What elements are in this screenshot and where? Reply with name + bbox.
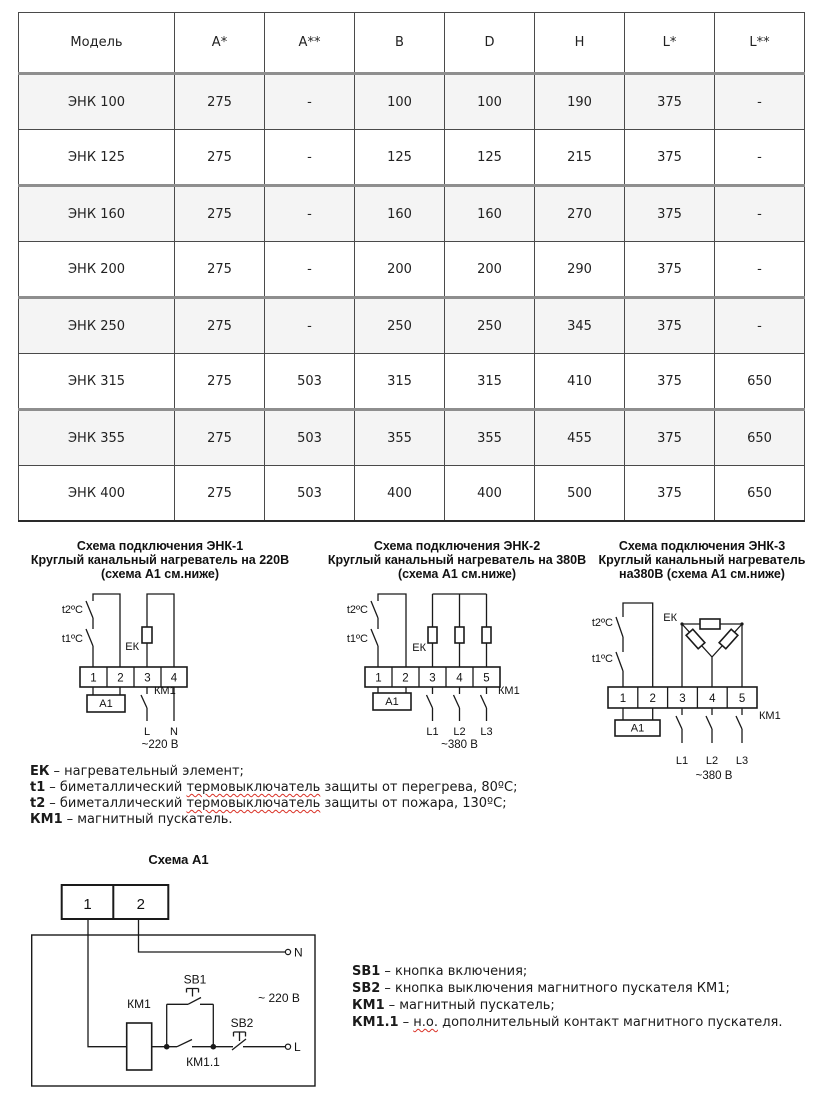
- table-row: [19, 242, 805, 298]
- cell: 500: [535, 466, 625, 522]
- terminal-5: 5: [738, 693, 746, 705]
- cell: -: [715, 186, 805, 242]
- label-voltage: ~220 В: [141, 739, 179, 751]
- table-row: [19, 354, 805, 410]
- cell: 270: [535, 186, 625, 242]
- cell: 503: [265, 354, 355, 410]
- column-header-b: B: [355, 13, 445, 74]
- heater-ek-element: [142, 627, 152, 643]
- legend-item: [352, 997, 783, 1014]
- legend-text: – магнитный пускатель;: [388, 998, 555, 1013]
- terminal-3: 3: [679, 693, 686, 705]
- wiring-diagram-enk1: [30, 588, 280, 763]
- delta-node: [680, 622, 683, 625]
- cell: 503: [265, 410, 355, 466]
- legend-text: – биметаллический: [49, 796, 187, 811]
- terminal-2: 2: [136, 896, 145, 913]
- cell: 125: [445, 130, 535, 186]
- cell-model: ЭНК 355: [19, 410, 175, 466]
- junction-dot: [211, 1044, 217, 1050]
- cell: 375: [625, 186, 715, 242]
- title-line: на380В (схема А1 см.ниже): [619, 567, 785, 581]
- cell: 200: [445, 242, 535, 298]
- heater-ek-element: [455, 627, 464, 643]
- table-header-row: [19, 13, 805, 74]
- label-t2: t2ºC: [591, 617, 613, 629]
- label-a1: А1: [385, 696, 399, 708]
- label-t2: t2ºC: [61, 604, 83, 616]
- label-t1: t1ºC: [346, 633, 368, 645]
- label-voltage: ~380 В: [695, 770, 733, 782]
- label-phase-l2: L2: [453, 726, 466, 738]
- legend-key: КМ1: [352, 998, 385, 1013]
- device-outline: [32, 935, 315, 1086]
- cell: 275: [175, 130, 265, 186]
- terminal-4: 4: [456, 672, 463, 685]
- cell: 190: [535, 74, 625, 130]
- wiring-diagram-enk3: [580, 588, 820, 788]
- label-sb2: SB2: [230, 1016, 254, 1030]
- legend-components: [30, 764, 517, 828]
- label-ek: ЕК: [125, 641, 139, 653]
- label-phase-l: L: [143, 726, 151, 738]
- label-neutral-n: N: [294, 945, 303, 960]
- label-ek: ЕК: [663, 612, 677, 624]
- label-voltage: ~380 В: [441, 739, 478, 751]
- heater-ek-element: [719, 629, 738, 648]
- cell: -: [715, 298, 805, 354]
- label-t1: t1ºC: [61, 633, 83, 645]
- cell: 215: [535, 130, 625, 186]
- label-ek: ЕК: [412, 642, 426, 654]
- cell: 160: [355, 186, 445, 242]
- cell: -: [265, 186, 355, 242]
- legend-misspelled: термовыключатель: [186, 796, 321, 811]
- cell-model: ЭНК 315: [19, 354, 175, 410]
- legend-text: защиты от перегрева, 80ºС;: [320, 780, 518, 795]
- label-phase-l3: L3: [735, 755, 749, 767]
- legend-item: [30, 764, 517, 780]
- cell: 100: [355, 74, 445, 130]
- label-neutral-n: N: [170, 726, 178, 738]
- cell: 275: [175, 242, 265, 298]
- diagram-title-enk1: [20, 539, 300, 581]
- terminal-2: 2: [649, 693, 656, 705]
- legend-text: – нагревательный элемент;: [53, 764, 244, 779]
- cell: 375: [625, 74, 715, 130]
- legend-key: ЕК: [30, 764, 50, 779]
- title-line: Круглый канальный нагреватель: [598, 553, 806, 567]
- legend-item: [352, 1014, 783, 1031]
- terminal-1: 1: [375, 672, 382, 685]
- table-row: [19, 466, 805, 522]
- cell: 375: [625, 298, 715, 354]
- label-km1-1: КМ1.1: [186, 1055, 220, 1069]
- label-sb1: SB1: [183, 972, 207, 987]
- legend-misspelled: термовыключатель: [186, 780, 321, 795]
- legend-key: КМ1: [30, 812, 63, 827]
- legend-key: КМ1.1: [352, 1015, 399, 1030]
- terminal-1: 1: [83, 896, 92, 913]
- legend-schema-a1: [352, 963, 783, 1031]
- label-km1: КМ1: [759, 710, 781, 722]
- legend-key: t1: [30, 780, 46, 795]
- schema-a1-diagram: [25, 850, 355, 1098]
- legend-text: – кнопка включения;: [384, 964, 528, 979]
- terminal-block: [62, 885, 169, 919]
- cell: 160: [445, 186, 535, 242]
- cell: -: [265, 74, 355, 130]
- legend-item: [30, 780, 517, 796]
- terminal-2: 2: [402, 672, 409, 685]
- cell: 290: [535, 242, 625, 298]
- column-header-a1: A*: [175, 13, 265, 74]
- label-phase-l2: L2: [705, 755, 719, 767]
- legend-misspelled: н.о.: [413, 1015, 438, 1030]
- title-line: (схема А1 см.ниже): [397, 567, 517, 581]
- cell: 275: [175, 186, 265, 242]
- cell: 375: [625, 354, 715, 410]
- cell: -: [715, 74, 805, 130]
- table-row: [19, 186, 805, 242]
- column-header-model: Модель: [19, 13, 175, 74]
- column-header-a2: A**: [265, 13, 355, 74]
- legend-item: [30, 796, 517, 812]
- cell: 275: [175, 74, 265, 130]
- terminal-2: 2: [117, 672, 124, 685]
- cell: 345: [535, 298, 625, 354]
- legend-key: t2: [30, 796, 46, 811]
- terminal-1: 1: [619, 693, 627, 705]
- label-phase-l1: L1: [675, 755, 689, 767]
- cell: 125: [355, 130, 445, 186]
- cell-model: ЭНК 250: [19, 298, 175, 354]
- cell: -: [265, 242, 355, 298]
- label-a1: А1: [99, 698, 113, 710]
- cell: -: [265, 298, 355, 354]
- cell: 275: [175, 466, 265, 522]
- cell: 503: [265, 466, 355, 522]
- cell: 275: [175, 354, 265, 410]
- cell-model: ЭНК 400: [19, 466, 175, 522]
- junction-dot: [164, 1044, 170, 1050]
- spec-table: [18, 12, 805, 522]
- cell: -: [715, 242, 805, 298]
- cell-model: ЭНК 100: [19, 74, 175, 130]
- terminal-5: 5: [483, 672, 490, 685]
- title-line: Схема подключения ЭНК-1: [76, 539, 244, 553]
- legend-text: – биметаллический: [49, 780, 187, 795]
- terminal-1: 1: [90, 672, 97, 685]
- title-line: Круглый канальный нагреватель на 220В: [30, 553, 290, 567]
- title-line: (схема А1 см.ниже): [100, 567, 220, 581]
- wiring-diagram-enk2: [330, 588, 580, 763]
- cell: 400: [445, 466, 535, 522]
- column-header-l1: L*: [625, 13, 715, 74]
- legend-key: SB1: [352, 964, 381, 979]
- delta-node: [740, 622, 743, 625]
- label-phase-l1: L1: [426, 726, 439, 738]
- label-km1: КМ1: [498, 685, 520, 697]
- terminal-3: 3: [429, 672, 436, 685]
- table-row: [19, 130, 805, 186]
- diagram-title-enk3: [588, 539, 816, 581]
- title-line: Схема подключения ЭНК-3: [618, 539, 786, 553]
- legend-item: [30, 812, 517, 828]
- label-a1: А1: [630, 722, 645, 735]
- cell: 355: [355, 410, 445, 466]
- legend-item: [352, 963, 783, 980]
- terminal-4: 4: [709, 693, 716, 705]
- legend-key: SB2: [352, 981, 381, 996]
- table-row: [19, 410, 805, 466]
- legend-item: [352, 980, 783, 997]
- cell-model: ЭНК 200: [19, 242, 175, 298]
- cell: 650: [715, 354, 805, 410]
- legend-text: – магнитный пускатель.: [66, 812, 233, 827]
- legend-text: – кнопка выключения магнитного пускателя КМ1;: [384, 981, 730, 996]
- label-phase-l3: L3: [480, 726, 493, 738]
- legend-text: защиты от пожара, 130ºС;: [320, 796, 507, 811]
- heater-ek-element: [686, 629, 705, 648]
- label-phase-l: L: [294, 1040, 301, 1054]
- column-header-d: D: [445, 13, 535, 74]
- title-line: Схема подключения ЭНК-2: [373, 539, 541, 553]
- table-row: [19, 74, 805, 130]
- terminal-4: 4: [170, 672, 178, 685]
- label-km1: КМ1: [127, 997, 151, 1011]
- column-header-l2: L**: [715, 13, 805, 74]
- cell: -: [265, 130, 355, 186]
- schema-a1-title: Схема А1: [148, 852, 209, 867]
- cell: 400: [355, 466, 445, 522]
- heater-ek-element: [700, 619, 720, 629]
- label-km1: КМ1: [154, 685, 176, 697]
- heater-ek-element: [428, 627, 437, 643]
- cell: 275: [175, 298, 265, 354]
- terminal-l: [285, 1044, 290, 1049]
- column-header-h: H: [535, 13, 625, 74]
- label-t2: t2ºC: [346, 604, 368, 616]
- km1-coil: [127, 1023, 152, 1070]
- cell: 375: [625, 466, 715, 522]
- cell: 375: [625, 242, 715, 298]
- table-row: [19, 298, 805, 354]
- heater-ek-element: [482, 627, 491, 643]
- cell-model: ЭНК 125: [19, 130, 175, 186]
- cell: 650: [715, 466, 805, 522]
- legend-text: –: [402, 1015, 414, 1030]
- terminal-n: [285, 949, 290, 954]
- cell: 315: [355, 354, 445, 410]
- cell: 650: [715, 410, 805, 466]
- title-line: Круглый канальный нагреватель на 380В: [327, 553, 587, 567]
- diagram-title-enk2: [317, 539, 597, 581]
- cell: 250: [355, 298, 445, 354]
- cell: 375: [625, 130, 715, 186]
- cell: 200: [355, 242, 445, 298]
- label-voltage: ~ 220 В: [258, 991, 300, 1005]
- cell: 355: [445, 410, 535, 466]
- cell: 375: [625, 410, 715, 466]
- label-t1: t1ºC: [591, 653, 613, 665]
- cell: 275: [175, 410, 265, 466]
- cell: 455: [535, 410, 625, 466]
- cell: 100: [445, 74, 535, 130]
- cell-model: ЭНК 160: [19, 186, 175, 242]
- cell: 410: [535, 354, 625, 410]
- cell: 250: [445, 298, 535, 354]
- cell: 315: [445, 354, 535, 410]
- terminal-3: 3: [144, 672, 151, 685]
- legend-text: дополнительный контакт магнитного пускателя.: [437, 1015, 783, 1030]
- cell: -: [715, 130, 805, 186]
